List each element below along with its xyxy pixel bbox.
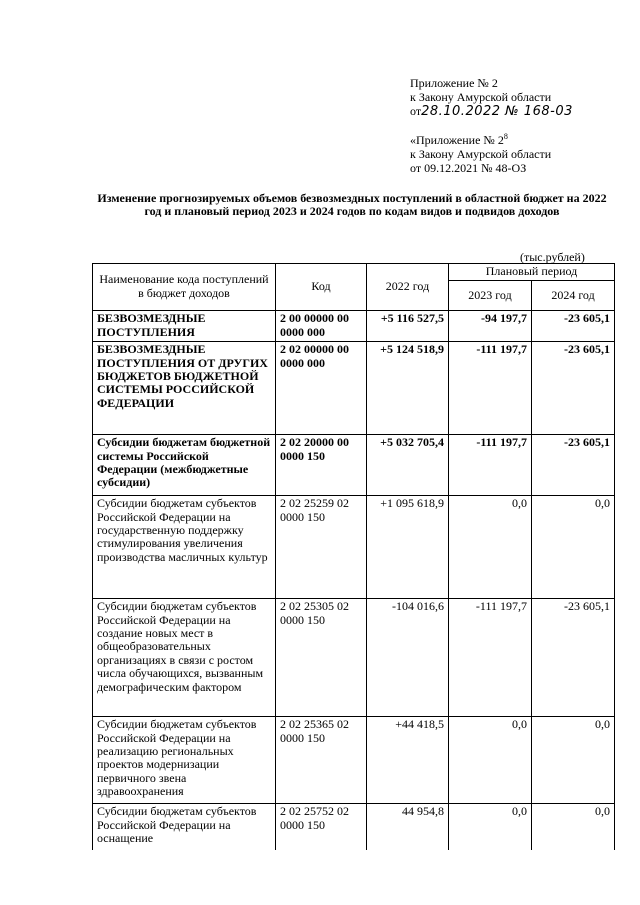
row-value-2023: -111 197,7 bbox=[449, 435, 532, 496]
row-value-2022: 44 954,8 bbox=[367, 804, 449, 850]
row-code: 2 02 20000 00 0000 150 bbox=[276, 435, 367, 496]
appendix-old-superscript: 8 bbox=[503, 132, 508, 141]
row-value-2023: -111 197,7 bbox=[449, 599, 532, 717]
row-value-2023: 0,0 bbox=[449, 496, 532, 599]
table-row bbox=[93, 342, 615, 435]
row-value-2023: 0,0 bbox=[449, 804, 532, 850]
appendix-old-line1-text: «Приложение № 2 bbox=[410, 133, 504, 147]
header-name: Наименование кода поступлений в бюджет доходов bbox=[93, 264, 276, 311]
row-value-2024: -23 605,1 bbox=[532, 342, 615, 435]
units-label: (тыс.рублей) bbox=[520, 250, 585, 264]
row-value-2022: -104 016,6 bbox=[367, 599, 449, 717]
row-name: Субсидии бюджетам субъектов Российской Федерации на создание новых мест в общеобразовательных организациях в связи с ростом числа обучающихся, вызванным демографическим фактором bbox=[93, 599, 276, 717]
appendix-new-line2: к Закону Амурской области bbox=[410, 90, 552, 104]
row-value-2023: -94 197,7 bbox=[449, 311, 532, 342]
table-row bbox=[93, 599, 615, 717]
header-2023: 2023 год bbox=[449, 281, 532, 311]
row-name: БЕЗВОЗМЕЗДНЫЕ ПОСТУПЛЕНИЯ ОТ ДРУГИХ БЮДЖЕТОВ БЮДЖЕТНОЙ СИСТЕМЫ РОССИЙСКОЙ ФЕДЕРАЦИИ bbox=[93, 342, 276, 435]
appendix-old-line1 bbox=[410, 130, 551, 147]
handwritten-date-number: 28.10.2022 № 168-03 bbox=[421, 104, 573, 119]
table-header-row bbox=[93, 264, 615, 281]
row-value-2022: +1 095 618,9 bbox=[367, 496, 449, 599]
row-name: БЕЗВОЗМЕЗДНЫЕ ПОСТУПЛЕНИЯ bbox=[93, 311, 276, 342]
appendix-new-block bbox=[410, 76, 573, 119]
row-code: 2 02 25305 02 0000 150 bbox=[276, 599, 367, 717]
table-row bbox=[93, 496, 615, 599]
header-2024: 2024 год bbox=[532, 281, 615, 311]
budget-table bbox=[92, 263, 615, 850]
row-name: Субсидии бюджетам субъектов Российской Федерации на реализацию региональных проектов модернизации первичного звена здравоохранения bbox=[93, 717, 276, 804]
row-code: 2 02 25752 02 0000 150 bbox=[276, 804, 367, 850]
row-code: 2 02 25259 02 0000 150 bbox=[276, 496, 367, 599]
row-value-2024: -23 605,1 bbox=[532, 435, 615, 496]
row-value-2024: 0,0 bbox=[532, 804, 615, 850]
row-value-2024: 0,0 bbox=[532, 496, 615, 599]
row-value-2024: -23 605,1 bbox=[532, 311, 615, 342]
row-value-2022: +44 418,5 bbox=[367, 717, 449, 804]
row-value-2024: -23 605,1 bbox=[532, 599, 615, 717]
row-code: 2 02 00000 00 0000 000 bbox=[276, 342, 367, 435]
row-value-2023: -111 197,7 bbox=[449, 342, 532, 435]
appendix-new-date-prefix: от bbox=[410, 104, 422, 118]
appendix-new-date bbox=[410, 104, 573, 119]
header-plan-period: Плановый период bbox=[449, 264, 615, 281]
row-code: 2 02 25365 02 0000 150 bbox=[276, 717, 367, 804]
row-name: Субсидии бюджетам субъектов Российской Федерации на государственную поддержку стимулирования увеличения производства масличных культур bbox=[93, 496, 276, 599]
table-row bbox=[93, 717, 615, 804]
appendix-new-line1: Приложение № 2 bbox=[410, 76, 498, 90]
row-name: Субсидии бюджетам субъектов Российской Федерации на оснащение bbox=[93, 804, 276, 850]
row-name: Субсидии бюджетам бюджетной системы Российской Федерации (межбюджетные субсидии) bbox=[93, 435, 276, 496]
row-value-2022: +5 124 518,9 bbox=[367, 342, 449, 435]
appendix-old-line3: от 09.12.2021 № 48-ОЗ bbox=[410, 161, 527, 175]
row-code: 2 00 00000 00 0000 000 bbox=[276, 311, 367, 342]
appendix-old-line2: к Закону Амурской области bbox=[410, 147, 552, 161]
row-value-2023: 0,0 bbox=[449, 717, 532, 804]
appendix-old-block bbox=[410, 130, 551, 175]
header-code: Код bbox=[276, 264, 367, 311]
table-row bbox=[93, 435, 615, 496]
table-row bbox=[93, 804, 615, 850]
document-title: Изменение прогнозируемых объемов безвозмездных поступлений в областной бюджет на 2022 год и плановый период 2023 и 2024 годов по кодам видов и подвидов доходов bbox=[97, 191, 607, 218]
table-row bbox=[93, 311, 615, 342]
row-value-2024: 0,0 bbox=[532, 717, 615, 804]
row-value-2022: +5 116 527,5 bbox=[367, 311, 449, 342]
row-value-2022: +5 032 705,4 bbox=[367, 435, 449, 496]
header-2022: 2022 год bbox=[367, 264, 449, 311]
